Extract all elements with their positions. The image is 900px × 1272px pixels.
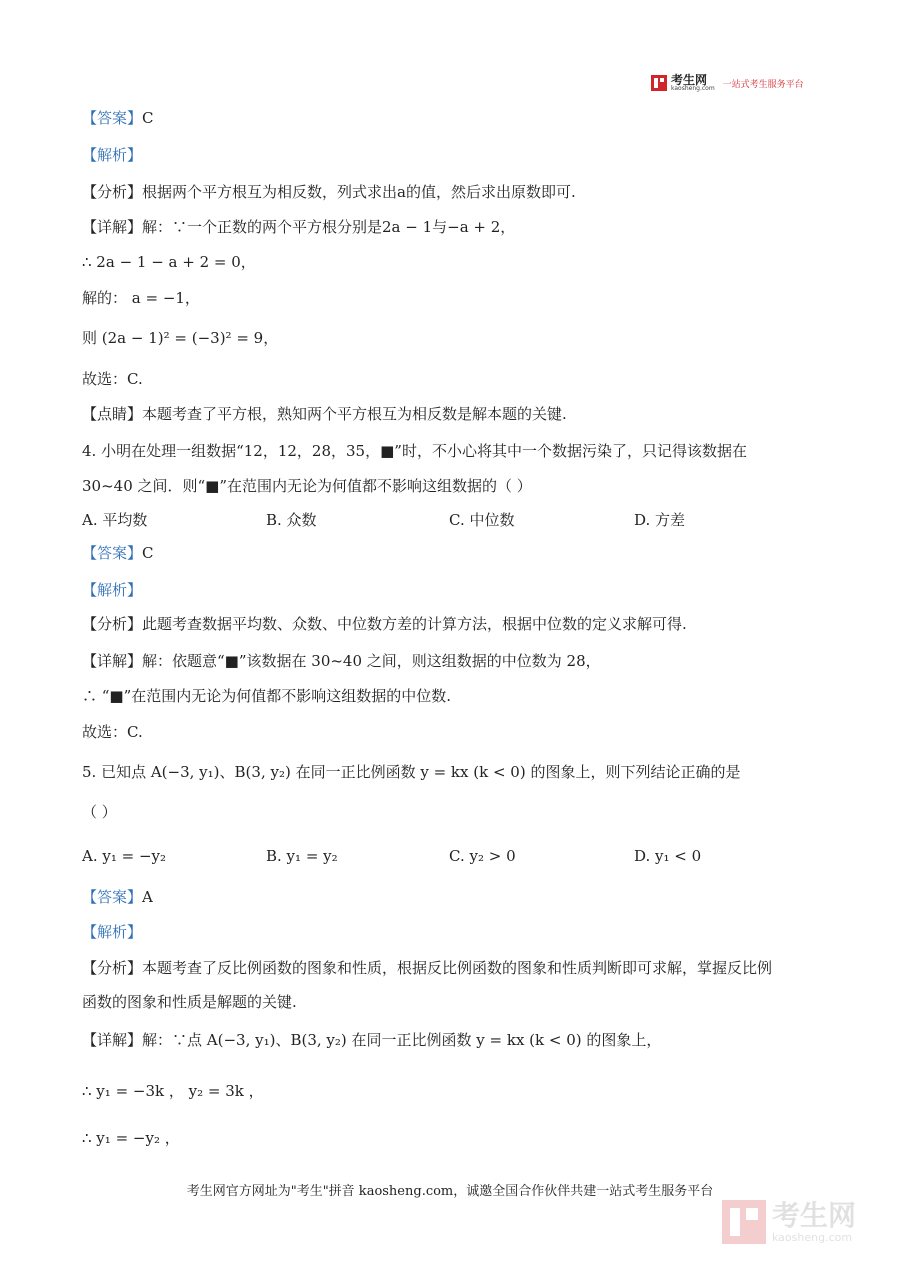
text-line (82, 404, 567, 424)
line-text: 【分析】此题考查数据平均数、众数、中位数方差的计算方法，根据中位数的定义求解可得. (82, 615, 687, 633)
line-text: 故选：C. (82, 723, 143, 741)
logo-slogan: 一站式考生服务平台 (722, 79, 804, 90)
watermark-url: kaosheng.com (772, 1230, 853, 1244)
page-footer: 考生网官方网址为"考生"拼音 kaosheng.com，诚邀全国合作伙伴共建一站式考生服务平台 (186, 1184, 714, 1199)
text-line (82, 543, 154, 563)
answer-option: C. 中位数 (449, 511, 515, 529)
line-text: ∴ y₁ = −y₂ ， (82, 1129, 180, 1147)
answer-option: A. 平均数 (82, 511, 148, 529)
line-text: 【点睛】本题考查了平方根，熟知两个平方根互为相反数是解本题的关键. (82, 405, 567, 423)
line-text: 【分析】根据两个平方根互为相反数，列式求出a的值，然后求出原数即可. (82, 183, 576, 201)
answer-option: D. 方差 (634, 511, 686, 529)
line-text: 【详解】解：∵点 A(−3, y₁)、B(3, y₂) 在同一正比例函数 y = kx (k < 0) 的图象上， (82, 1031, 662, 1049)
text-line (82, 441, 747, 461)
text-line (82, 922, 142, 942)
text-line (82, 580, 142, 600)
text-line (82, 992, 297, 1012)
line-text: C (142, 544, 154, 562)
section-label: 【答案】 (82, 888, 143, 906)
answer-option: B. 众数 (266, 511, 317, 529)
watermark-logo-icon (722, 1200, 766, 1244)
brand-logo (651, 72, 804, 94)
line-text: ∴ 2a − 1 − a + 2 = 0， (82, 253, 256, 271)
answer-option: C. y₂ > 0 (449, 847, 516, 865)
watermark (722, 1200, 856, 1244)
answer-option: B. y₁ = y₂ (266, 847, 338, 865)
answer-option: A. y₁ = −y₂ (82, 847, 167, 865)
section-label: 【答案】 (82, 109, 143, 127)
logo-url: kaosheng.com (671, 85, 715, 92)
text-line (82, 651, 601, 671)
text-line (82, 328, 278, 348)
text-line (82, 802, 117, 822)
line-text: 4. 小明在处理一组数据“12，12，28，35，■”时，不小心将其中一个数据污染了，只记得该数据在 (82, 442, 747, 460)
text-line (82, 182, 576, 202)
text-line (82, 686, 451, 706)
line-text: 则 (2a − 1)² = (−3)² = 9， (82, 329, 279, 347)
text-line (82, 958, 772, 978)
text-line (82, 1128, 180, 1148)
text-line (82, 145, 142, 165)
line-text: 【详解】解：∵一个正数的两个平方根分别是2a − 1与−a + 2， (82, 218, 516, 236)
text-line (82, 887, 153, 907)
logo-name: 考生网 (671, 73, 708, 87)
watermark-name: 考生网 (772, 1198, 857, 1232)
logo-mark-icon (651, 75, 667, 91)
text-line (82, 1081, 264, 1101)
line-text: 【详解】解：依题意“■”该数据在 30~40 之间，则这组数据的中位数为 28， (82, 652, 601, 670)
line-text: A (142, 888, 153, 906)
line-text: ∴ y₁ = −3k ， y₂ = 3k ， (82, 1082, 264, 1100)
section-label: 【答案】 (82, 544, 143, 562)
line-text: 函数的图象和性质是解题的关键. (82, 993, 297, 1011)
line-text: 故选：C. (82, 370, 143, 388)
line-text: 30~40 之间．则“■”在范围内无论为何值都不影响这组数据的（ ） (82, 477, 532, 495)
line-text: ∴ “■”在范围内无论为何值都不影响这组数据的中位数. (82, 687, 452, 705)
text-line (82, 369, 143, 389)
text-line (82, 1030, 661, 1050)
line-text: （ ） (82, 803, 117, 821)
line-text: C (142, 109, 154, 127)
line-text: 【分析】本题考查了反比例函数的图象和性质，根据反比例函数的图象和性质判断即可求解，掌握反比例 (82, 959, 773, 977)
text-line (82, 108, 154, 128)
text-line (82, 614, 687, 634)
section-label: 【解析】 (82, 581, 143, 599)
text-line (82, 476, 532, 496)
text-line (82, 762, 740, 782)
text-line (82, 217, 515, 237)
line-text: 解的： a = −1， (82, 289, 200, 307)
text-line (82, 288, 200, 308)
line-text: 5. 已知点 A(−3, y₁)、B(3, y₂) 在同一正比例函数 y = kx (k < 0) 的图象上，则下列结论正确的是 (82, 763, 741, 781)
answer-option: D. y₁ < 0 (634, 847, 702, 865)
text-line (82, 252, 256, 272)
section-label: 【解析】 (82, 923, 143, 941)
text-line (82, 722, 143, 742)
section-label: 【解析】 (82, 146, 143, 164)
